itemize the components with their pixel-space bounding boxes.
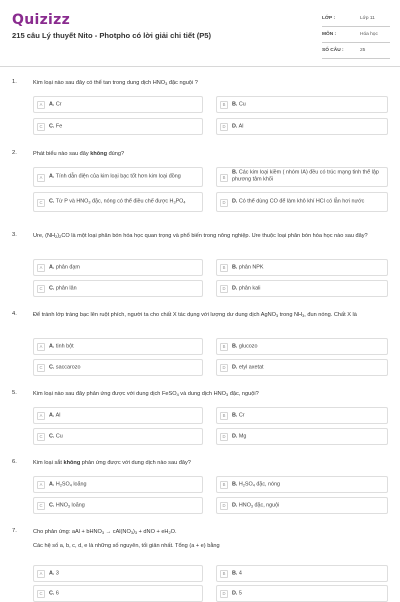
option-text: D. Al bbox=[232, 122, 244, 129]
question-text: Kim loại nào sau đây có thể tan trong dung dịch $HNO_3$ đặc nguội ? bbox=[33, 80, 198, 86]
question-text: Ure, $(NH_2)_2CO$ là một loại phân bón hóa học quan trọng và phổ biến trong nông nghiệp. Ure thuộc loại phân bón hóa học nào sau đây? bbox=[33, 233, 368, 239]
option-text: B. Cr bbox=[232, 411, 245, 418]
option-text: B. 4 bbox=[232, 569, 242, 576]
option-a[interactable] bbox=[33, 407, 203, 424]
meta-row-class bbox=[322, 11, 390, 27]
question-number: 7. bbox=[12, 528, 17, 534]
question-number: 3. bbox=[12, 232, 17, 238]
option-letter: C bbox=[37, 199, 45, 207]
question-text: Phát biểu nào sau đây không đúng? bbox=[33, 151, 125, 157]
option-d[interactable] bbox=[216, 192, 388, 212]
option-c[interactable] bbox=[33, 280, 203, 297]
option-c[interactable] bbox=[33, 585, 203, 602]
option-text: B. glucozo bbox=[232, 342, 258, 349]
option-b[interactable] bbox=[216, 338, 388, 355]
option-letter: C bbox=[37, 364, 45, 372]
option-letter: A bbox=[37, 174, 45, 182]
option-text: D. 5 bbox=[232, 589, 242, 596]
option-text: C. phân lân bbox=[49, 284, 77, 291]
option-letter: C bbox=[37, 123, 45, 131]
option-a[interactable] bbox=[33, 96, 203, 113]
option-a[interactable] bbox=[33, 167, 203, 187]
option-c[interactable] bbox=[33, 359, 203, 376]
option-letter: B bbox=[220, 412, 228, 420]
option-text: B. Các kim loại kiềm ( nhóm IA) đều có trúc mạng tinh thể lập phương tâm khối bbox=[232, 169, 379, 183]
option-a[interactable] bbox=[33, 476, 203, 493]
option-text: C. 6 bbox=[49, 589, 59, 596]
option-letter: A bbox=[37, 101, 45, 109]
option-b[interactable] bbox=[216, 407, 388, 424]
question-number: 2. bbox=[12, 150, 17, 156]
option-letter: D bbox=[220, 502, 228, 510]
option-text: B. phân NPK bbox=[232, 263, 264, 270]
meta-key: MÔN : bbox=[322, 32, 337, 37]
option-letter: D bbox=[220, 199, 228, 207]
option-d[interactable] bbox=[216, 497, 388, 514]
option-letter: B bbox=[220, 174, 228, 182]
option-text: A. Cr bbox=[49, 100, 62, 107]
option-text: C. saccarozo bbox=[49, 363, 81, 370]
option-text: D. etyl axetat bbox=[232, 363, 264, 370]
option-text: D. phân kali bbox=[232, 284, 261, 291]
question-text: Kim loại sắt không phản ứng được với dung dịch nào sau đây? bbox=[33, 460, 191, 466]
quizizz-logo: Quizizz bbox=[12, 12, 71, 28]
question-text: Kim loại nào sau đây phản ứng được với dung dịch FeSO$_4$ và dung dịch $HNO_3$ đặc, nguội? bbox=[33, 391, 259, 397]
option-d[interactable] bbox=[216, 428, 388, 445]
header bbox=[0, 0, 400, 62]
option-b[interactable] bbox=[216, 96, 388, 113]
option-letter: A bbox=[37, 264, 45, 272]
option-letter: D bbox=[220, 364, 228, 372]
question-text bbox=[33, 528, 388, 551]
header-divider bbox=[0, 66, 400, 67]
meta-value: 25 bbox=[360, 48, 366, 53]
option-letter: C bbox=[37, 502, 45, 510]
option-letter: A bbox=[37, 570, 45, 578]
document-title: 215 câu Lý thuyết Nito - Photpho có lời giải chi tiết (P5) bbox=[12, 31, 212, 40]
meta-key: LỚP : bbox=[322, 16, 336, 21]
option-letter: D bbox=[220, 590, 228, 598]
question-text-line: Cho phản ứng: aAl + bHNO$_3$ → $cAl(NO_3)_3$ + dNO + $eH_2O$. bbox=[33, 529, 177, 535]
option-letter: B bbox=[220, 101, 228, 109]
meta-value: Lớp 11 bbox=[360, 16, 375, 21]
option-text: B. $H_2SO_4$ đặc, nóng bbox=[232, 480, 281, 487]
option-text: A. tinh bột bbox=[49, 342, 74, 349]
option-text: B. Cu bbox=[232, 100, 246, 107]
option-d[interactable] bbox=[216, 359, 388, 376]
option-text: D. Mg bbox=[232, 432, 247, 439]
option-letter: C bbox=[37, 590, 45, 598]
option-text: C. Cu bbox=[49, 432, 63, 439]
option-c[interactable] bbox=[33, 118, 203, 135]
option-text: C. $HNO_3$ loãng bbox=[49, 501, 85, 508]
option-letter: B bbox=[220, 570, 228, 578]
meta-table bbox=[322, 11, 390, 59]
question-text-line: Các hệ số a, b, c, d, e là những số nguyên, tối giản nhất. Tổng (a + e) bằng bbox=[33, 543, 220, 550]
option-letter: D bbox=[220, 433, 228, 441]
option-text: A. 3 bbox=[49, 569, 59, 576]
meta-row-subject bbox=[322, 27, 390, 43]
option-text: A. phân đạm bbox=[49, 263, 80, 270]
option-text: D. $HNO_3$ đặc, nguội bbox=[232, 501, 280, 508]
option-c[interactable] bbox=[33, 192, 203, 212]
option-letter: C bbox=[37, 285, 45, 293]
option-text: A. Tính dẫn điện của kim loại bạc tốt hơn kim loại đồng bbox=[49, 173, 181, 180]
option-b[interactable] bbox=[216, 476, 388, 493]
question-number: 4. bbox=[12, 311, 17, 317]
option-letter: A bbox=[37, 481, 45, 489]
option-letter: A bbox=[37, 343, 45, 351]
option-d[interactable] bbox=[216, 280, 388, 297]
meta-row-count bbox=[322, 43, 390, 59]
option-d[interactable] bbox=[216, 118, 388, 135]
option-a[interactable] bbox=[33, 338, 203, 355]
option-a[interactable] bbox=[33, 565, 203, 582]
meta-value: Hóa học bbox=[360, 32, 378, 37]
option-letter: B bbox=[220, 264, 228, 272]
option-letter: C bbox=[37, 433, 45, 441]
option-d[interactable] bbox=[216, 585, 388, 602]
question-number: 5. bbox=[12, 390, 17, 396]
option-b[interactable] bbox=[216, 167, 388, 187]
option-text: C. Từ P và $HNO_3$ đặc, nóng có thể điều chế được $H_3PO_4$ bbox=[49, 198, 186, 205]
option-a[interactable] bbox=[33, 259, 203, 276]
option-text: C. Fe bbox=[49, 122, 63, 129]
option-text: A. Al bbox=[49, 411, 61, 418]
option-letter: B bbox=[220, 481, 228, 489]
option-letter: D bbox=[220, 123, 228, 131]
option-b[interactable] bbox=[216, 565, 388, 582]
question-text: Để tránh lớp tráng bạc lên ruột phích, người ta cho chất X tác dụng với lượng dư dung dịch AgNO$_3$ trong $NH_3$, đun nóng. Chất X là bbox=[33, 312, 357, 318]
question-number: 1. bbox=[12, 79, 17, 85]
option-letter: D bbox=[220, 285, 228, 293]
option-b[interactable] bbox=[216, 259, 388, 276]
option-letter: A bbox=[37, 412, 45, 420]
option-c[interactable] bbox=[33, 428, 203, 445]
option-c[interactable] bbox=[33, 497, 203, 514]
option-letter: B bbox=[220, 343, 228, 351]
option-text: D. Có thể dùng CO để làm khô khí HCl có lẫn hơi nước bbox=[232, 198, 365, 205]
meta-key: SỐ CÂU : bbox=[322, 48, 344, 53]
option-text: A. $H_2SO_4$ loãng bbox=[49, 480, 87, 487]
question-number: 6. bbox=[12, 459, 17, 465]
